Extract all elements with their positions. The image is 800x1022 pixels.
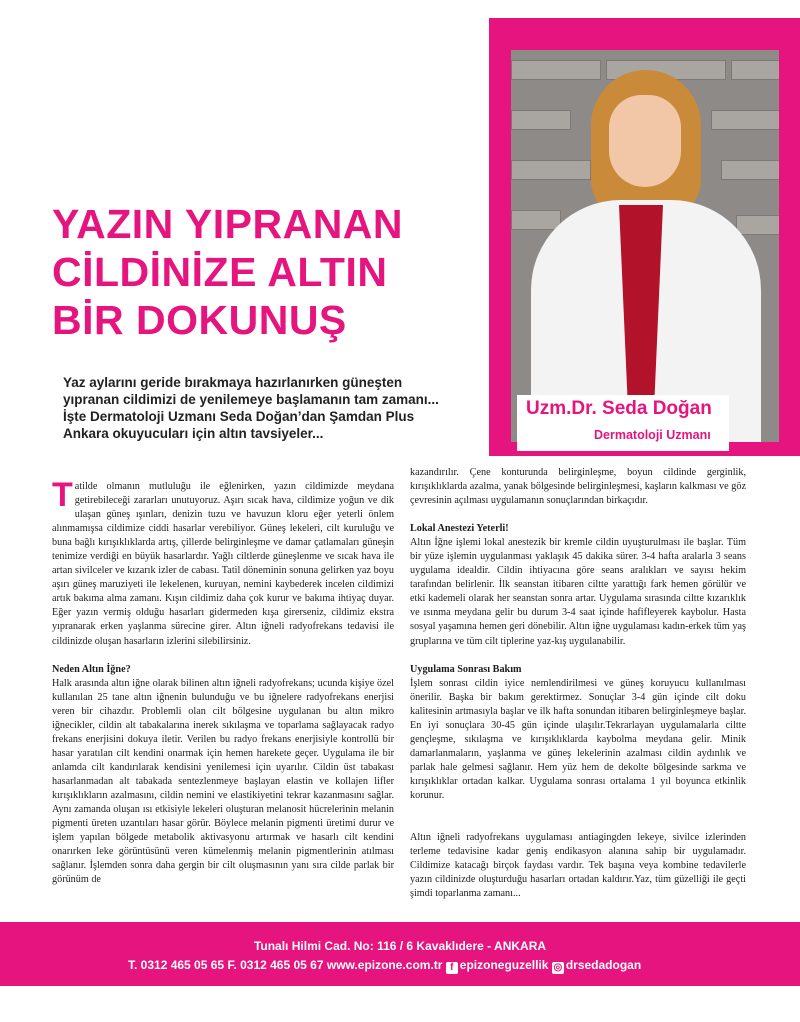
article-column-right: [410, 466, 746, 901]
headline: [52, 200, 482, 344]
facebook-icon: f: [446, 962, 458, 974]
footer-website[interactable]: www.epizone.com.tr: [326, 958, 443, 972]
footer-contacts: [128, 958, 641, 974]
intro-line: İşte Dermatoloji Uzmanı Seda Doğan’dan Şamdan Plus: [63, 409, 415, 424]
intro-text: [63, 374, 493, 442]
article-column-left: [52, 476, 394, 887]
footer-instagram[interactable]: drsedadogan: [565, 958, 642, 972]
drop-cap: T: [52, 476, 73, 514]
article-paragraph: [52, 476, 394, 649]
footer-fax: F. 0312 465 05 67: [227, 958, 324, 972]
article-paragraph: Altın iğneli radyofrekans uygulaması antiagingden lekeye, sivilce izlerinden terleme tedavisine kadar geniş endikasyon alanına sahip bir uygulamadır. Cildimize katacağı birçok faydası vardır. Tek başına veya kombine tedavilerle yazın cildinizde oluşturduğu hasarları ortadan kaldırır.Yaz, tüm güzelliği ile geçti şimdi toparlanma zamanı...: [410, 832, 746, 900]
headline-line: CİLDİNİZE ALTIN: [52, 249, 388, 295]
section-heading: Lokal Anestezi Yeterli!: [410, 523, 509, 535]
article-paragraph: Halk arasında altın iğne olarak bilinen altın iğneli radyofrekans; ucunda kişiye özel kullanılan 25 tane altın iğnenin bulunduğu ve bu iğnelere radyofrekans enerjisi veren bir cihazdır. Problemli olan cilt bölgesine uygulanan bu altın mikro iğnecikler, cildin alt tabakalarına inerek sıkılaşma ve toparlama sağlayacak radyo frekans enerjisini dokuya iletir. Verilen bu radyo frekans enerjisiyle kontrollü bir hasar yaratılan cilt kendini onarmak için hemen harekete geçer. Uygulama ile bir anlamda cilt kandırılarak kendisini yenilemesi için uyarılır. Cildin üst tabakası hasarlanmadan alt tabakada sentezlenmeye başlayan elastin ve kollajen lifler kırışıklıkların azalmasını, cildin nemini ve elastikiyetini tekrar kazanmasını sağlar. Aynı zamanda oluşan ısı etkisiyle lekeleri oluşturan melanosit hücrelerinin melanin pigmenti üreten uzantıları hasar görür. Böylece melanin pigmenti üretimi durur ve işlem yapılan bölgede metabolik aktivasyonu artırmak ve hasarlı cilt kendini onarırken leke görüntüsünü veren kümelenmiş melanin pigmentlerinin atılması sağlanır. İşlemden sonra daha gergin bir cilt oluşmasının yanı sıra cilde parlak bir görünüm de: [52, 677, 394, 886]
doctor-title: Dermatoloji Uzmanı: [594, 428, 711, 442]
footer-facebook[interactable]: epizoneguzellik: [459, 958, 549, 972]
footer-address: Tunalı Hilmi Cad. No: 116 / 6 Kavaklıdere - ANKARA: [253, 939, 547, 953]
footer-band: [0, 922, 800, 986]
intro-line: Ankara okuyucuları için altın tavsiyeler...: [63, 426, 324, 441]
headline-line: YAZIN YIPRANAN: [52, 201, 404, 247]
paragraph-text: atilde olmanın mutluluğu ile eğlenirken, yazın cildimizde meydana getirebileceği zararları unutuyoruz. Aşırı sıcak hava, cildimize yoğun ve dik ulaşan güneş ışınları, denizin tuzu ve havuzun kloru eğer yeterli önlem alınmamışsa cildimize ciddi hasarlar verebiliyor. Güneş lekeleri, cilt kuruluğu ve buna bağlı kırışıklıklarda artış, çillerde belirginleşme ve damar çatlamaları güneşin tenimize verdiği en büyük hasarlardır. Yağlı ciltlerde güneşlenme ve sıcak hava ile artan sivilceler ve kızarık izler de cabası. Tatil döneminin sonuna gelirken yaz boyu aşırı güneş maruziyeti ile lekelenen, kuruyan, nemini kaybederek incelen cildimizi artık bakıma alma zamanı. Kışın cildimiz daha çok kurur ve bakıma ihtiyaç duyar. Eğer yazın vermiş olduğu hasarları gidermeden kışa girerseniz, cildimiz ekstra yıpranarak erken yaşlanma sürecine girer. Altın iğneli radyofrekans tedavisi ile cildinizde oluşan hasarların izlerini silebilirsiniz.: [52, 481, 394, 647]
intro-line: yıpranan cildimizi de yenilemeye başlamanın tam zamanı...: [63, 392, 439, 407]
footer-phone: T. 0312 465 05 65: [128, 958, 225, 972]
intro-line: Yaz aylarını geride bırakmaya hazırlanırken güneşten: [63, 375, 403, 390]
instagram-icon: ◎: [553, 962, 563, 973]
doctor-name: Uzm.Dr. Seda Doğan: [526, 398, 712, 419]
portrait-face: [609, 95, 681, 187]
section-heading: Neden Altın İğne?: [52, 663, 131, 675]
headline-line: BİR DOKUNUŞ: [52, 297, 347, 343]
doctor-portrait: [511, 50, 779, 442]
section-heading: Uygulama Sonrası Bakım: [410, 663, 522, 675]
article-paragraph: Altın İğne işlemi lokal anestezik bir kremle cildin uyuşturulması ile başlar. Tüm bir yüze işlemin uygulanması yaklaşık 45 dakika sürer. 3-4 hafta aralarla 3 seans uygulama idealdir. Cildin ihtiyacına göre seans aralıkları ve sayısı hekim tarafından belirlenir. İlk seanstan itibaren ciltte yarattığı fark hemen görülür ve etki kademeli olarak her seanstan sonra artar. Uygulama sırasında ciltte kızarıklık ve ısınma meydana gelir bu durum 3-4 saat içinde hafifleyerek kaybolur. Hasta sosyal yaşamına hemen geri dönebilir. Altın iğne uygulaması kadın-erkek tüm yaş gruplarına ve tüm cilt tiplerine yaz-kış uygulanabilir.: [410, 537, 746, 647]
article-paragraph: kazandırılır. Çene konturunda belirginleşme, boyun cildinde gerginlik, kırışıklıklarda azalma, yanak bölgesinde belirginleşmesi, kaşların kalkması ve göz çevresinin açılması uygulamanın sonuçlarından birkaçıdır.: [410, 467, 746, 507]
article-paragraph: İşlem sonrası cildin iyice nemlendirilmesi ve güneş koruyucu kullanılması önerilir. Başka bir bakım gerektirmez. Sonuçlar 3-4 gün içinde cilt doku kalitesinin artmasıyla başlar ve ilk hafta sonundan itibaren belirginleşmeye başlar. En iyi sonuçlara 30-45 gün içinde ulaşılır.Tekrarlayan uygulamalarla ciltte gençleşme, sıkılaşma ve kırışıklıklarda kaybolma meydana gelir. Minik damarlanmaların, yaşlanma ve güneş lekelerinin azalması cildin aydınlık ve parlak hale gelmesi sağlanır. Hem yüz hem de dekolte bölgesinde sarkma ve kırışıklıklar ortadan kalkar. Uygulama sonrası ortalama 1 yıl boyunca etkinlik korunur.: [410, 677, 746, 801]
